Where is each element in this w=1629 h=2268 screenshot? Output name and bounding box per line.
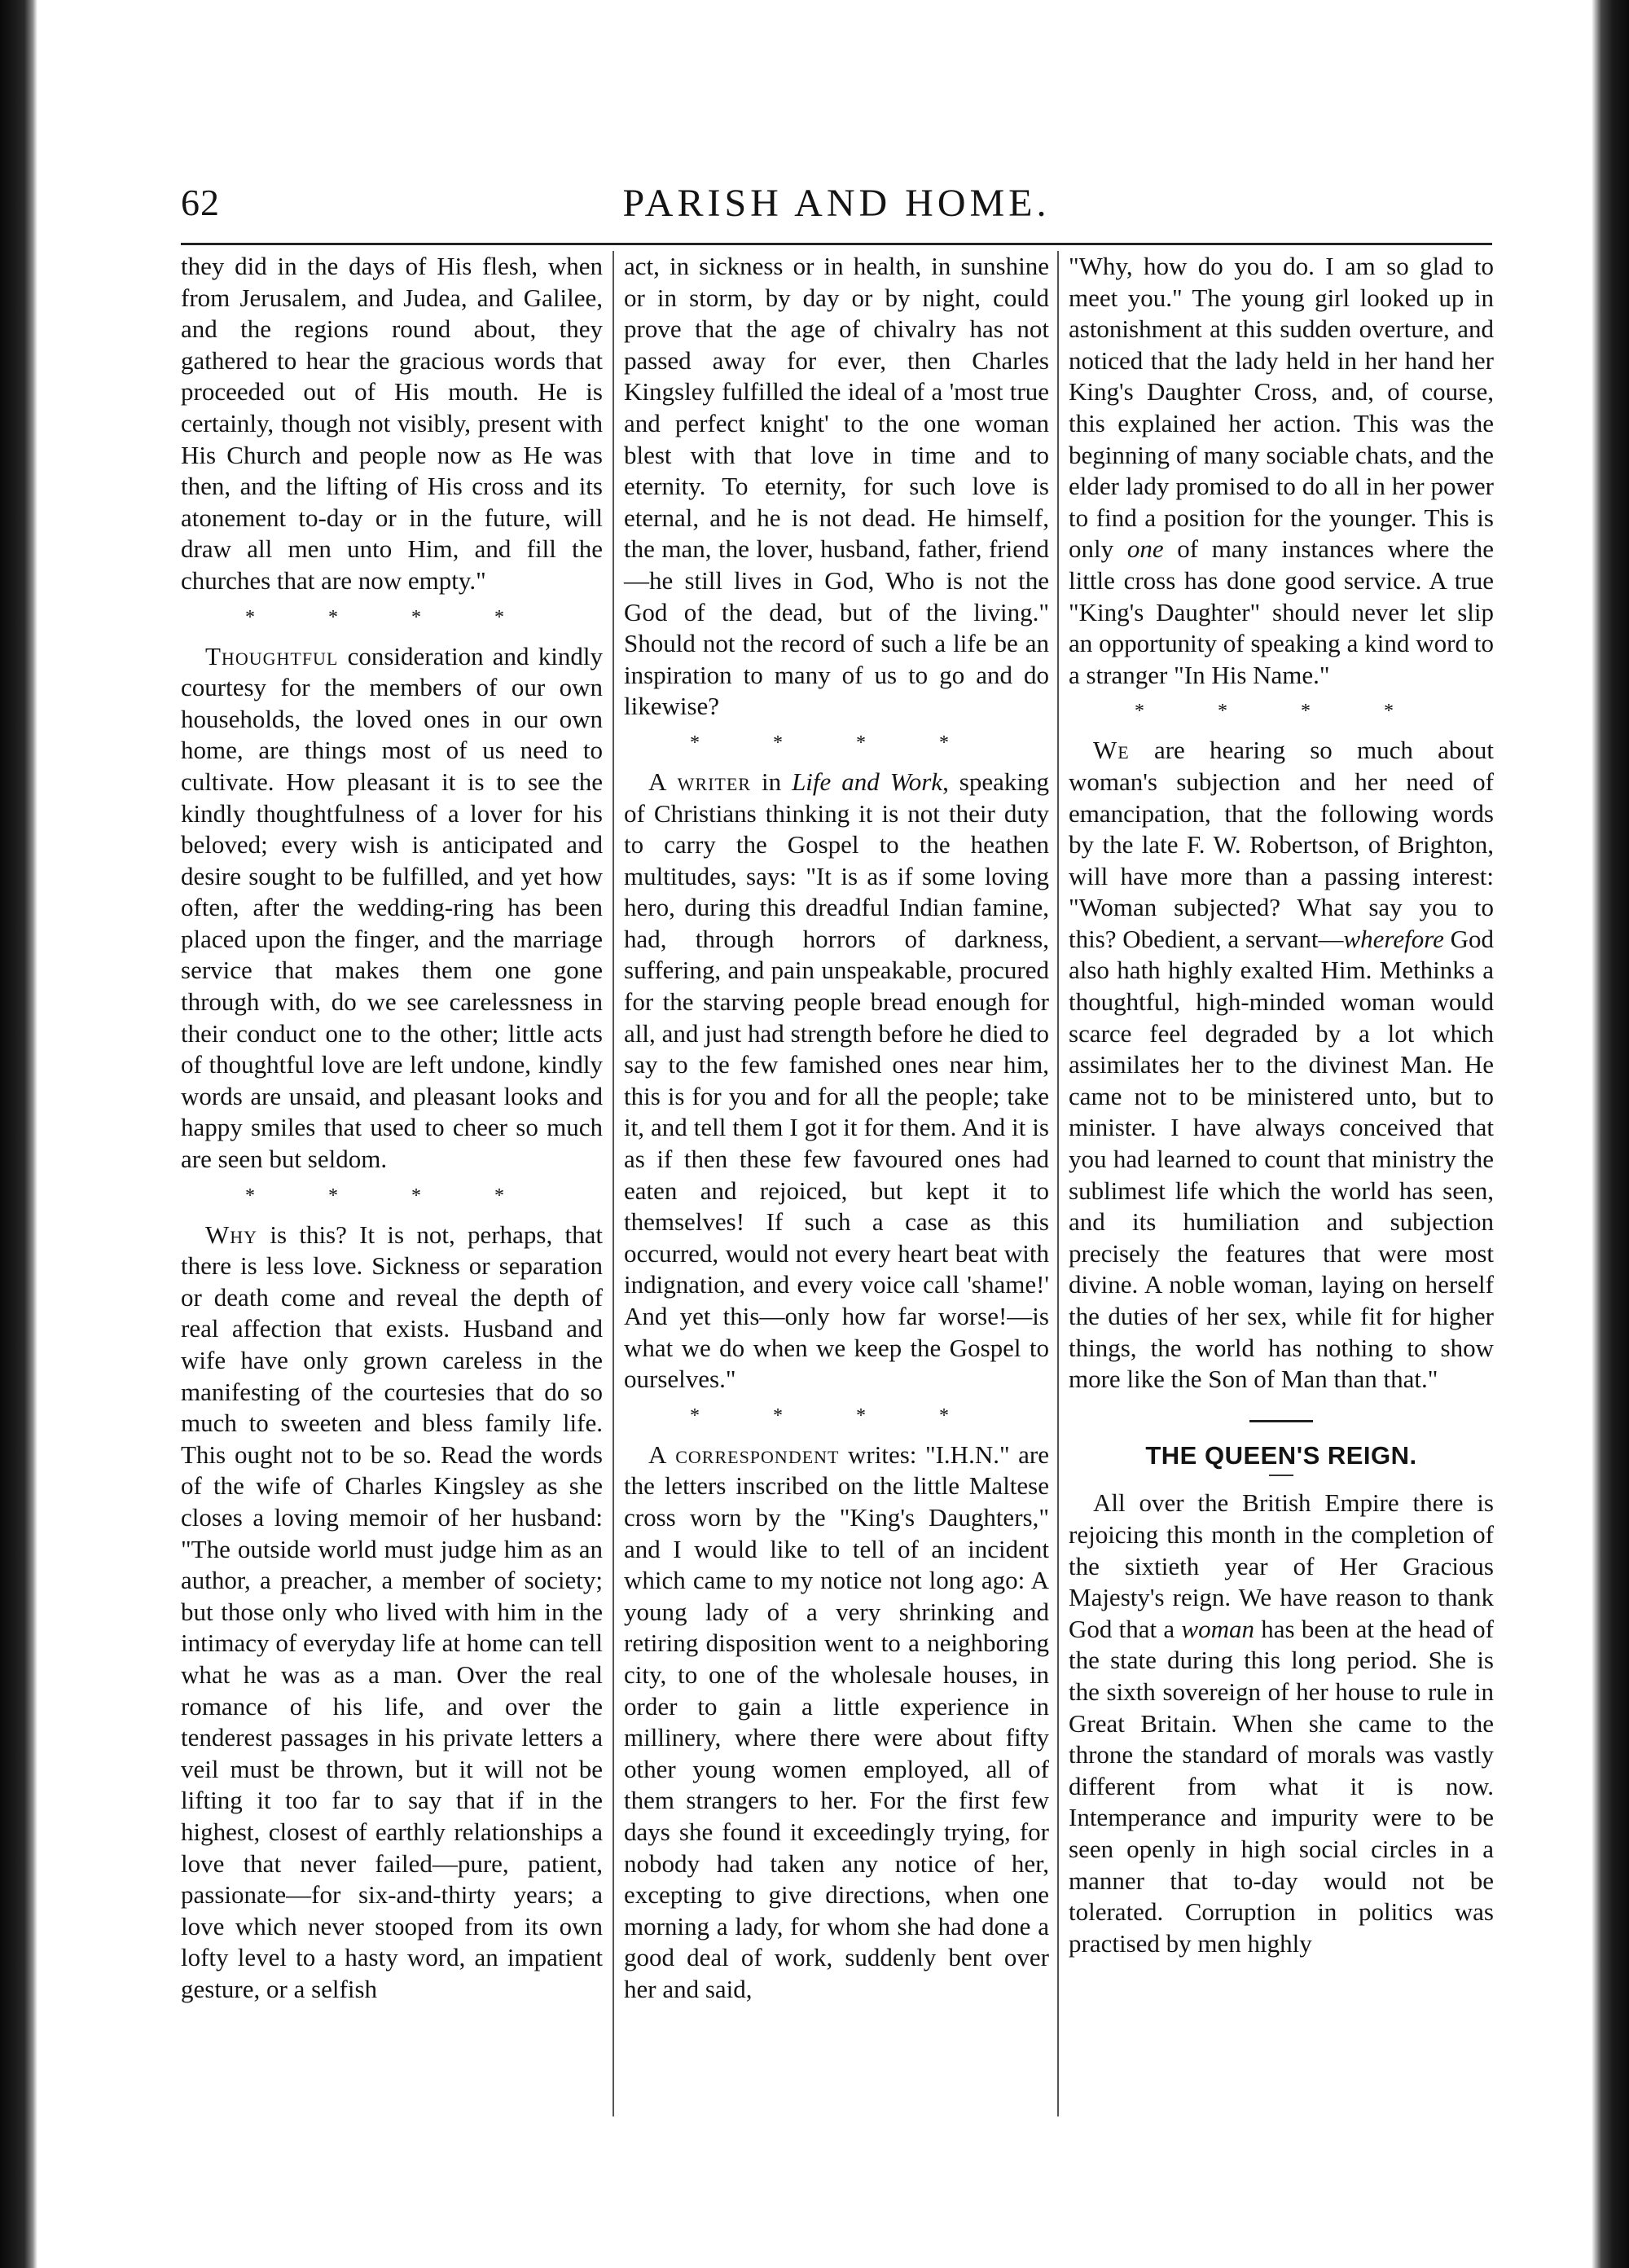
paragraph: All over the British Empire there is rejoicing this month in the completion of the sixtieth year of Her Gracious Majesty's reign. We have reason to thank God that a woman has been at the head of the state during this long period. She is the sixth sovereign of her house to rule in Great Britain. When she came to the throne the standard of morals was vastly different from what it is now. Intemperance and impurity were to be seen openly in high social circles in a manner that to-day would not be tolerated. Corruption in politics was practised by men highly (1069, 1488, 1494, 1958)
section-stars: * * * * (245, 606, 538, 628)
lead-in: Why (205, 1220, 258, 1249)
paragraph: A correspondent writes: "I.H.N." are the letters inscribed on the little Maltese cross worn by the "King's Daughters," and I would like to tell of an incident which came to my notice not long ago: A young lady of a very shrinking and retiring disposition went to a neighboring city, to one of the wholesale houses, in order to gain a little experience in millinery, where there were about fifty other young women employed, all of them strangers to her. For the first few days she found it exceedingly trying, for nobody had taken any notice of her, excepting to give directions, when one morning a lady, for whom she had done a good deal of work, suddenly bent over her and said, (624, 1439, 1049, 2003)
scan-edge-left (0, 0, 37, 2268)
section-stars: * * * * (690, 732, 983, 754)
column-divider (1057, 251, 1059, 2116)
page-header (181, 181, 1492, 238)
paragraph: Why is this? It is not, perhaps, that there is less love. Sickness or separation or death come and reveal the depth of real affection that exists. Husband and wife have only grown careless in the manifesting of the courtesies that do so much to sweeten and bless family life. This ought not to be so. Read the words of the wife of Charles Kingsley as she closes a loving memoir of her husband: "The outside world must judge him as an author, a preacher, a member of society; but those only who lived with him in the intimacy of everyday life at home can tell what he was as a man. Over the real romance of his life, and over the tenderest passages in his private letters a veil must be thrown, but it will not be lifting it too far to say that if in the highest, closest of earthly relationships a love that never failed—pure, patient, passionate—for six-and-thirty years; a love which never stooped from its own lofty level to a hasty word, an impatient gesture, or a selfish (181, 1220, 603, 2003)
emphasis: woman (1181, 1614, 1254, 1643)
paragraph: A writer in Life and Work, speaking of Christians thinking it is not their duty to carry the Gospel to the heathen multitudes, says: "It is as if some loving hero, during this dreadful Indian famine, had, through horrors of darkness, suffering, and pain unspeakable, procured for the starving people bread enough for all, and just had strength before he died to say to the few famished ones near him, this is for you and for all the people; take it, and tell them I got it for them. And it is as if then these few favoured ones had eaten and rejoiced, but kept it to themselves! If such a case as this occurred, would not every heart beat with indignation, and every voice call 'shame!' And yet this—only how far worse!—is what we do when we keep the Gospel to ourselves." (624, 767, 1049, 1394)
heading-rule (1269, 1475, 1293, 1476)
lead-in: We (1093, 736, 1130, 765)
lead-in: A correspondent (648, 1439, 840, 1469)
section-rule (1249, 1420, 1313, 1422)
scan-edge-right (1592, 0, 1629, 2268)
header-rule (181, 243, 1492, 245)
emphasis: wherefore (1343, 924, 1444, 953)
column-2 (624, 251, 1049, 2125)
emphasis: one (1126, 534, 1164, 564)
paragraph: they did in the days of His flesh, when from Jerusalem, and Judea, and Galilee, and the regions round about, they gathered to hear the gracious words that proceeded out of His mouth. He is certainly, though not visibly, present with His Church and people now as He was then, and the lifting of His cross and its atonement to-day or in the future, will draw all men unto Him, and fill the churches that are now empty." (181, 252, 603, 595)
column-1 (181, 251, 603, 2125)
page-number: 62 (181, 182, 220, 223)
section-stars: * * * * (690, 1404, 983, 1426)
section-stars: * * * * (1135, 701, 1428, 723)
section-stars: * * * * (245, 1185, 538, 1207)
paragraph: act, in sickness or in health, in sunshine or in storm, by day or by night, could prove that the age of chivalry has not passed away for ever, then Charles Kingsley fulfilled the ideal of a 'most true and perfect knight' to the one woman blest with that love in time and to eternity. To eternity, for such love is eternal, and he is not dead. He himself, the man, the lover, husband, father, friend—he still lives in God, Who is not the God of the dead, but of the living." Should not the record of such a life be an inspiration to many of us to go and do likewise? (624, 252, 1049, 721)
column-3 (1069, 251, 1494, 2125)
running-title: PARISH AND HOME. (622, 182, 1051, 225)
paragraph: We are hearing so much about woman's subjection and her need of emancipation, that the following words by the late F. W. Robertson, of Brighton, will have more than a passing interest: "Woman subjected? What say you to this? Obedient, a servant—wherefore God also hath highly exalted Him. Methinks a thoughtful, high-minded woman would scarce feel degraded by a lot which assimilates her to the divinest Man. He came not to be ministered unto, but to minister. I have always conceived that you had learned to count that ministry the sublimest life which the world has seen, and its humiliation and subjection precisely the features that were most divine. A noble woman, laying on herself the duties of her sex, while fit for higher things, the world has nothing to show more like the Son of Man than that." (1069, 736, 1495, 1394)
paragraph: "Why, how do you do. I am so glad to meet you." The young girl looked up in astonishment at this sudden overture, and noticed that the lady held in her hand her King's Daughter Cross, and, of course, this explained her action. This was the beginning of many sociable chats, and the elder lady promised to do all in her power to find a position for the younger. This is only one of many instances where the little cross has done good service. A true "King's Daughter" should never let slip an opportunity of speaking a kind word to a stranger "In His Name." (1069, 252, 1494, 689)
column-divider (613, 251, 614, 2116)
section-heading: THE QUEEN'S REIGN. (1145, 1440, 1417, 1470)
lead-in: Thoughtful (205, 641, 339, 670)
lead-in: A writer (648, 767, 751, 796)
paragraph: Thoughtful consideration and kindly courtesy for the members of our own households, the loved ones in our own home, are things most of us need to cultivate. How pleasant it is to see the kindly thoughtfulness of a lover for his beloved; every wish is anticipated and desire sought to be fulfilled, and yet how often, after the wedding-ring has been placed upon the finger, and the marriage service that makes them one gone through with, do we see carelessness in their conduct one to the other; little acts of thoughtful love are left undone, kindly words are unsaid, and pleasant looks and happy smiles that used to cheer so much are seen but seldom. (181, 641, 603, 1174)
publication-title: Life and Work (792, 767, 943, 796)
